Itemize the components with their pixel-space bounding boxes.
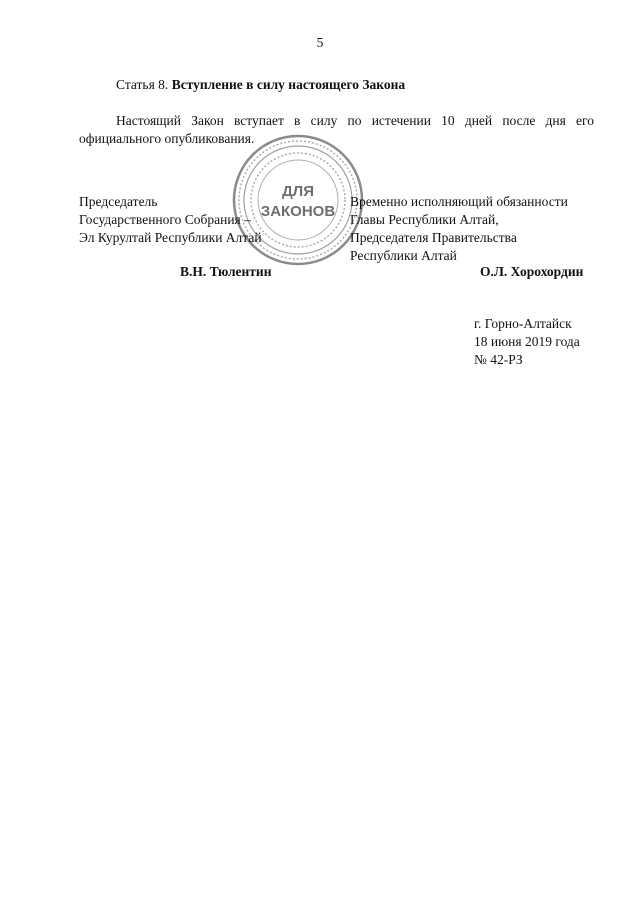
left-signatory-name: В.Н. Тюлентин	[180, 264, 272, 279]
right-title-line: Республики Алтай	[350, 248, 457, 263]
place-date-block	[474, 315, 580, 369]
stamp-line1: ДЛЯ	[282, 183, 314, 200]
article-prefix: Статья 8.	[116, 77, 172, 92]
page-number: 5	[316, 35, 324, 50]
right-signatory-name: О.Л. Хорохордин	[480, 264, 584, 279]
article-title: Вступление в силу настоящего Закона	[171, 77, 406, 92]
left-title-line: Председатель	[79, 194, 158, 209]
law-number: № 42-РЗ	[474, 352, 523, 367]
stamp-line2: ЗАКОНОВ	[260, 203, 336, 220]
left-signatory-title	[79, 193, 262, 247]
date: 18 июня 2019 года	[474, 334, 580, 349]
article-heading	[116, 76, 405, 94]
right-title-line: Председателя Правительства	[350, 230, 517, 245]
right-signatory-title	[350, 193, 568, 265]
left-title-line: Эл Курултай Республики Алтай	[79, 230, 262, 245]
right-title-line: Главы Республики Алтай,	[350, 212, 499, 227]
stamp-core-ring	[258, 160, 338, 240]
city: г. Горно-Алтайск	[474, 316, 572, 331]
right-title-line: Временно исполняющий обязанности	[350, 194, 568, 209]
article-paragraph: Настоящий Закон вступает в силу по истечении 10 дней после дня его официального опубликования.	[79, 113, 594, 146]
left-title-line: Государственного Собрания –	[79, 212, 251, 227]
